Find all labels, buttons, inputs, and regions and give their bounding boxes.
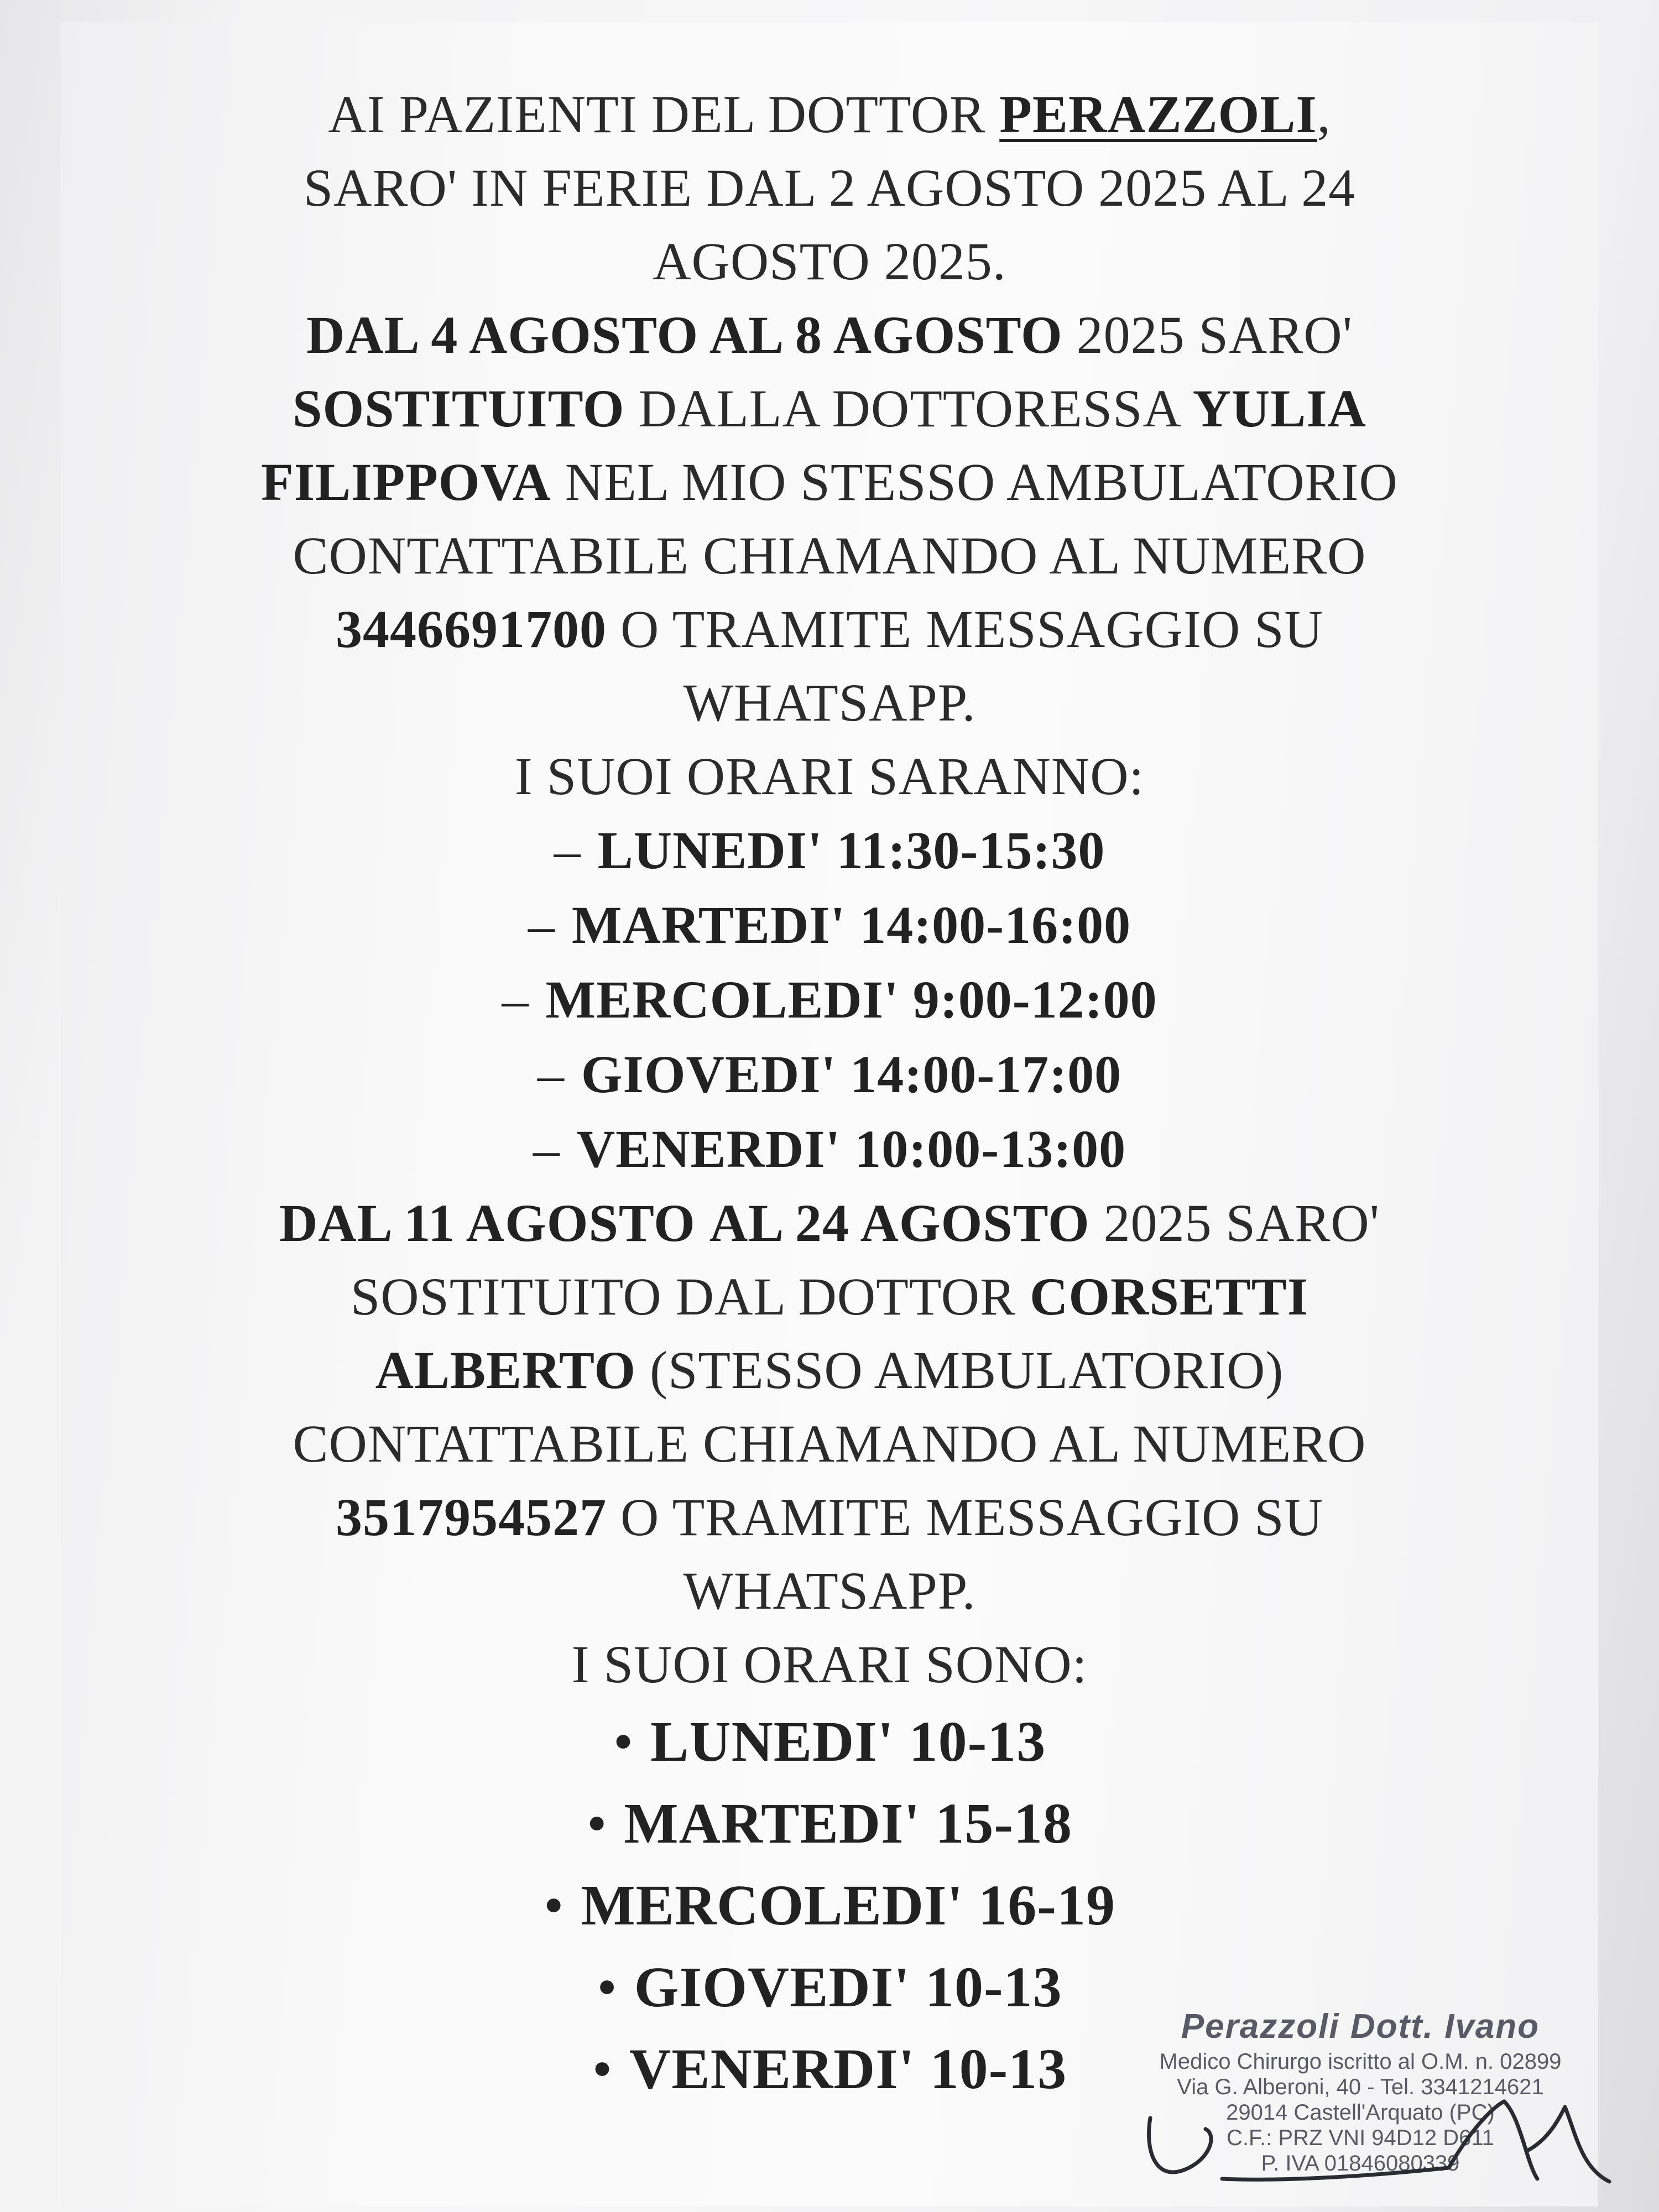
schedule-text: VENERDI' 10:00-13:00	[576, 1119, 1126, 1178]
period1-line-2	[83, 372, 1576, 445]
period2-schedule-item	[83, 1783, 1576, 1865]
schedule-text: GIOVEDI' 10-13	[634, 1955, 1062, 2019]
notice-text	[83, 77, 1576, 2110]
period2-start: DAL 11 AGOSTO	[279, 1193, 696, 1253]
period2-year: 2025 SARO'	[1089, 1193, 1380, 1253]
period2-schedule-item	[83, 1701, 1576, 1783]
bullet-marker: •	[592, 2037, 613, 2101]
bullet-marker: •	[544, 1874, 565, 1937]
heading-line-1	[83, 77, 1576, 151]
stamp-registration: Medico Chirurgo iscritto al O.M. n. 02899	[1159, 2049, 1562, 2074]
period1-contact-text: O TRAMITE MESSAGGIO SU	[607, 599, 1323, 659]
handwritten-signature	[1139, 2085, 1626, 2195]
period1-line-6: WHATSAPP.	[683, 673, 976, 732]
heading-comma: ,	[1317, 85, 1331, 144]
period2-gap	[696, 1193, 709, 1253]
stamp-vat: P. IVA 01846080339	[1261, 2151, 1460, 2176]
dash-marker: –	[528, 895, 555, 954]
schedule-text: MARTEDI' 14:00-16:00	[571, 895, 1131, 954]
period1-schedule-item	[83, 813, 1576, 888]
period1-line-4: CONTATTABILE CHIAMANDO AL NUMERO	[293, 526, 1366, 585]
substitute1-first-name: YULIA	[1192, 379, 1366, 438]
heading-text: AI PAZIENTI DEL DOTTOR	[328, 85, 1000, 144]
schedule-text: LUNEDI' 10-13	[650, 1710, 1046, 1773]
period1-schedule-item	[83, 962, 1576, 1037]
period2-line-3	[83, 1333, 1576, 1407]
period1-line-1	[83, 298, 1576, 372]
stamp-name: Perazzoli Dott. Ivano	[1181, 2007, 1540, 2046]
period1-hours-title: I SUOI ORARI SARANNO:	[514, 747, 1145, 806]
schedule-text: MERCOLEDI' 9:00-12:00	[545, 970, 1157, 1029]
period2-line-4: CONTATTABILE CHIAMANDO AL NUMERO	[293, 1414, 1366, 1473]
heading-line-2: SARO' IN FERIE DAL 2 AGOSTO 2025 AL 24	[303, 158, 1356, 217]
substitute1-phone: 3446691700	[336, 599, 607, 659]
schedule-text: MERCOLEDI' 16-19	[581, 1874, 1115, 1937]
stamp-city: 29014 Castell'Arquato (PC)	[1226, 2100, 1495, 2125]
substitute1-last-name: FILIPPOVA	[261, 452, 551, 512]
schedule-text: GIOVEDI' 14:00-17:00	[581, 1045, 1122, 1104]
period2-contact-text: O TRAMITE MESSAGGIO SU	[607, 1488, 1323, 1547]
dash-marker: –	[533, 1119, 560, 1178]
period2-line-5	[83, 1480, 1576, 1554]
period2-location: (STESSO AMBULATORIO)	[635, 1340, 1284, 1400]
period1-schedule-item	[83, 1037, 1576, 1112]
period1-mid-text: DALLA DOTTORESSA	[624, 379, 1193, 438]
schedule-text: MARTEDI' 15-18	[624, 1792, 1072, 1855]
period1-schedule-item	[83, 1112, 1576, 1186]
period2-hours-title: I SUOI ORARI SONO:	[571, 1635, 1088, 1694]
substitute2-first-name: ALBERTO	[375, 1340, 636, 1400]
bullet-marker: •	[597, 1955, 618, 2019]
dash-marker: –	[502, 970, 529, 1029]
period2-line-6: WHATSAPP.	[683, 1561, 976, 1620]
period1-dates: DAL 4 AGOSTO AL 8 AGOSTO	[306, 305, 1063, 364]
substitute-word: SOSTITUITO	[293, 379, 625, 438]
period1-line-5	[83, 592, 1576, 666]
doctor-name: PERAZZOLI	[999, 85, 1317, 144]
period2-end: AL 24 AGOSTO	[709, 1193, 1090, 1253]
period2-line-1	[83, 1186, 1576, 1260]
substitute2-phone: 3517954527	[336, 1488, 607, 1547]
bullet-marker: •	[587, 1792, 608, 1855]
dash-marker: –	[554, 821, 581, 880]
heading-line-3: AGOSTO 2025.	[653, 232, 1006, 291]
period1-line-3	[83, 445, 1576, 519]
bullet-marker: •	[613, 1710, 634, 1773]
period1-schedule-item	[83, 888, 1576, 962]
schedule-text: VENERDI' 10-13	[629, 2037, 1067, 2101]
period2-line-2	[83, 1260, 1576, 1333]
period2-substitute-text: SOSTITUITO DAL DOTTOR	[350, 1267, 1030, 1326]
substitute2-last-name: CORSETTI	[1030, 1267, 1309, 1326]
period2-schedule-item	[83, 1865, 1576, 1947]
stamp-address: Via G. Alberoni, 40 - Tel. 3341214621	[1177, 2075, 1544, 2099]
period1-year: 2025 SARO'	[1062, 305, 1353, 364]
stamp-tax-code: C.F.: PRZ VNI 94D12 D611	[1227, 2126, 1494, 2150]
period1-location: NEL MIO STESSO AMBULATORIO	[551, 452, 1398, 512]
dash-marker: –	[537, 1045, 565, 1104]
schedule-text: LUNEDI' 11:30-15:30	[597, 821, 1105, 880]
